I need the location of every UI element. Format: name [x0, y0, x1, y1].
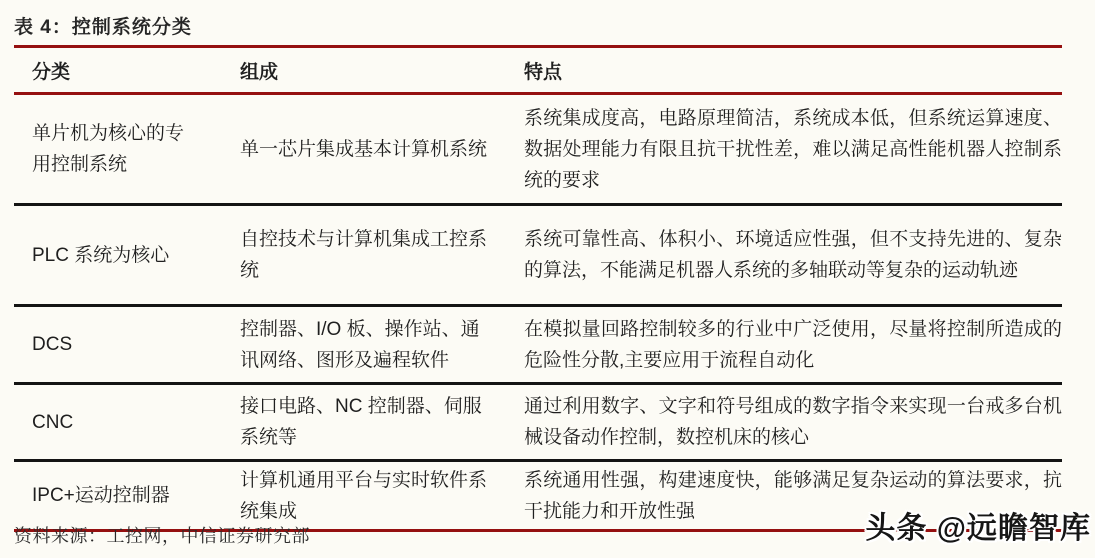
- cell-features: 系统通用性强，构建速度快，能够满足复杂运动的算法要求，抗干扰能力和开放性强: [524, 469, 1062, 522]
- cell-category: IPC+运动控制器: [32, 485, 170, 506]
- cell-category: PLC 系统为核心: [32, 244, 170, 266]
- cell-composition: 计算机通用平台与实时软件系统集成: [240, 469, 488, 522]
- cell-features: 系统集成度高，电路原理简洁，系统成本低，但系统运算速度、数据处理能力有限且抗干扰性差，难以满足高性能机器人控制系统的要求: [524, 107, 1062, 191]
- page-title: 表 4：控制系统分类: [14, 17, 192, 38]
- table-row: [14, 385, 1062, 459]
- header-cell-features: 特点: [524, 61, 563, 83]
- header-cell-composition: 组成: [240, 61, 279, 83]
- cell-features: 系统可靠性高、体积小、环境适应性强，但不支持先进的、复杂的算法，不能满足机器人系统的多轴联动等复杂的运动轨迹: [524, 229, 1062, 281]
- cell-composition: 控制器、I/O 板、操作站、通讯网络、图形及遍程软件: [240, 318, 480, 371]
- table-row: [14, 307, 1062, 382]
- classification-table: [14, 45, 1062, 532]
- table-row: [14, 206, 1062, 304]
- header-cell-category: 分类: [32, 61, 71, 83]
- cell-composition: 接口电路、NC 控制器、伺服系统等: [240, 396, 482, 448]
- cell-features: 通过利用数字、文字和符号组成的数字指令来实现一台戒多台机械设备动作控制，数控机床的核心: [524, 396, 1062, 448]
- cell-category: 单片机为核心的专用控制系统: [32, 123, 185, 175]
- cell-features: 在模拟量回路控制较多的行业中广泛使用，尽量将控制所造成的危险性分散,主要应用于流程自动化: [524, 318, 1062, 371]
- table-row: [14, 95, 1062, 203]
- cell-category: CNC: [32, 411, 74, 433]
- source-note: 资料来源：工控网，中信证券研究部: [14, 526, 310, 546]
- cell-category: DCS: [32, 334, 73, 355]
- watermark: 头条 @远瞻智库: [865, 512, 1091, 545]
- cell-composition: 自控技术与计算机集成工控系统: [240, 229, 488, 281]
- cell-composition: 单一芯片集成基本计算机系统: [240, 138, 488, 160]
- table-header-row: [14, 48, 1062, 92]
